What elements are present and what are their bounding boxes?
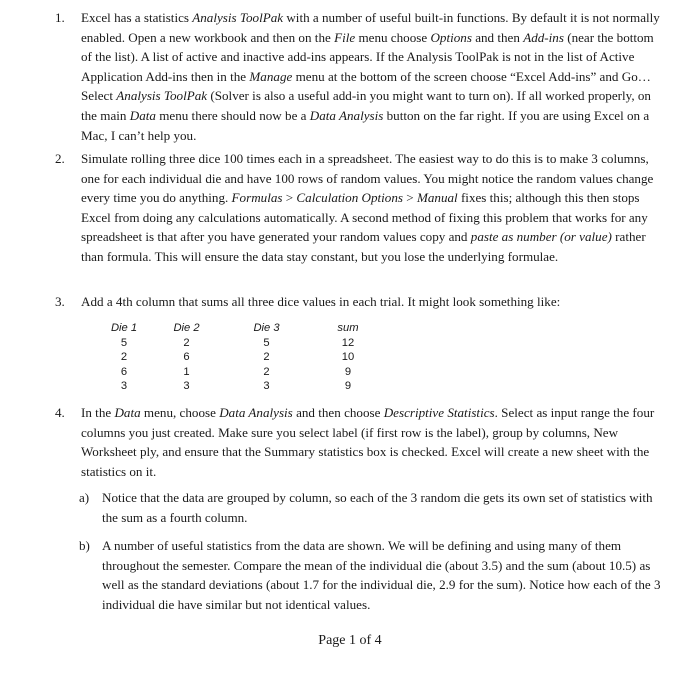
table-row — [102, 365, 390, 380]
text-run: menu there should now be a — [155, 107, 310, 123]
text-run: Excel has a statistics — [81, 10, 193, 25]
text-run: . Select as input range the four columns you just created. Make sure you select label (if first row is the label), group by columns, New Worksheet ply, and ensure that the Summary statistics box is checked. Excel will create a new sheet with the statistics on it. — [81, 405, 655, 479]
table-cell: 1 — [183, 365, 190, 378]
column-header: sum — [337, 322, 359, 335]
sub-item-b — [79, 536, 662, 614]
dice-table-header-row — [102, 321, 390, 336]
text-run: and then — [471, 29, 524, 45]
column-header: Die 3 — [253, 322, 280, 335]
text-run: (near the bottom of the list). A list of active and inactive add-ins appears. If the Analysis ToolPak is not in the list of Active Application Add-ins then in the — [81, 29, 654, 84]
page-number: Page 1 of 4 — [318, 633, 382, 648]
text-run: > — [403, 190, 417, 206]
text-run: button on the far right. If you are using Excel on a Mac, I can’t help you. — [81, 107, 650, 143]
emphasis-text: Analysis ToolPak — [192, 10, 284, 25]
text-run: menu, choose — [140, 405, 220, 420]
emphasis-text: Calculation Options — [296, 190, 403, 206]
table-row — [102, 379, 390, 394]
sub-item-text — [102, 536, 662, 614]
list-number: 3. — [55, 294, 65, 309]
emphasis-text: Analysis ToolPak — [116, 88, 208, 104]
emphasis-text: Data — [114, 405, 141, 420]
table-cell: 6 — [183, 351, 190, 364]
table-cell: 5 — [263, 336, 270, 349]
text-run: Notice that the data are grouped by column, so each of the 3 random die gets its own set of statistics with the sum as a fourth column. — [102, 490, 653, 525]
table-cell: 2 — [263, 351, 270, 364]
table-cell: 3 — [120, 380, 128, 393]
emphasis-text: File — [334, 29, 356, 45]
table-cell: 2 — [120, 351, 128, 364]
list-item-4 — [56, 403, 662, 481]
table-cell: 3 — [183, 380, 190, 393]
list-item-text — [81, 403, 662, 481]
text-run: (Solver is also a useful add-in you might want to turn on). If all worked properly, on the main — [81, 88, 651, 123]
emphasis-text: Data Analysis — [309, 107, 384, 123]
emphasis-text: Options — [430, 29, 472, 45]
text-run: In the — [81, 405, 115, 420]
sub-item-text — [102, 488, 662, 527]
emphasis-text: Manage — [249, 68, 293, 84]
emphasis-text: Add-ins — [523, 29, 564, 45]
table-cell: 2 — [183, 336, 190, 349]
emphasis-text: Data — [129, 107, 156, 123]
table-cell: 5 — [120, 336, 128, 349]
emphasis-text: paste as number (or value) — [470, 229, 612, 245]
text-run: Simulate rolling three dice 100 times each in a spreadsheet. The easiest way to do this is to make 3 columns, one for each individual die and have 100 rows of random values. You might notice the random values change every time you do anything. — [81, 151, 654, 206]
list-number: 1. — [55, 10, 65, 25]
sub-item-label: b) — [79, 538, 90, 553]
column-header: Die 1 — [110, 322, 138, 335]
text-run: Add a 4th column that sums all three dice values in each trial. It might look something like: — [81, 294, 561, 309]
table-cell: 10 — [341, 351, 355, 364]
table-cell: 6 — [120, 365, 128, 378]
list-item-3 — [56, 292, 662, 312]
emphasis-text: Data Analysis — [219, 405, 293, 420]
table-row — [102, 350, 390, 365]
sub-item-a — [79, 488, 662, 527]
text-run: with a number of useful built-in functions. By default it is not normally enabled. Open a new workbook and then on the — [81, 10, 660, 45]
text-run: and then choose — [292, 405, 384, 420]
table-cell: 12 — [341, 336, 355, 349]
text-run: > — [282, 190, 297, 206]
emphasis-text: Manual — [416, 190, 458, 206]
list-item-text — [81, 292, 662, 312]
list-number: 4. — [55, 405, 65, 420]
emphasis-text: Formulas — [231, 190, 283, 206]
list-item-1 — [56, 8, 662, 145]
list-item-2 — [56, 149, 662, 267]
sub-item-label: a) — [79, 490, 90, 505]
list-item-text — [81, 149, 662, 267]
table-cell: 2 — [263, 365, 270, 378]
column-header: Die 2 — [173, 322, 200, 335]
table-cell: 3 — [263, 380, 270, 393]
list-item-text — [81, 8, 662, 145]
emphasis-text: Descriptive Statistics — [383, 405, 495, 420]
dice-table — [102, 321, 390, 394]
text-run: menu choose — [355, 29, 431, 45]
table-cell: 9 — [344, 380, 352, 393]
text-run: menu at the bottom of the screen choose “Excel Add-ins” and Go… Select — [81, 68, 651, 104]
text-run: rather than formula. This will ensure the data stay constant, but you lose the underlying formulae. — [81, 229, 646, 264]
list-number: 2. — [55, 151, 65, 166]
table-cell: 9 — [344, 365, 352, 378]
text-run: fixes this; although this then stops Excel from doing any calculations automatically. A second method of fixing this problem that works for any spreadsheet is that after you have generated your random values copy and — [81, 190, 648, 245]
text-run: A number of useful statistics from the data are shown. We will be defining and using many of them throughout the semester. Compare the mean of the individual die (about 3.5) and the sum (about 10.5) as well as the standard deviations (about 1.7 for the individual die, 2.9 for the sum). Notice how each of the 3 individual die have similar but not identical values. — [102, 538, 661, 612]
table-row — [102, 336, 390, 351]
